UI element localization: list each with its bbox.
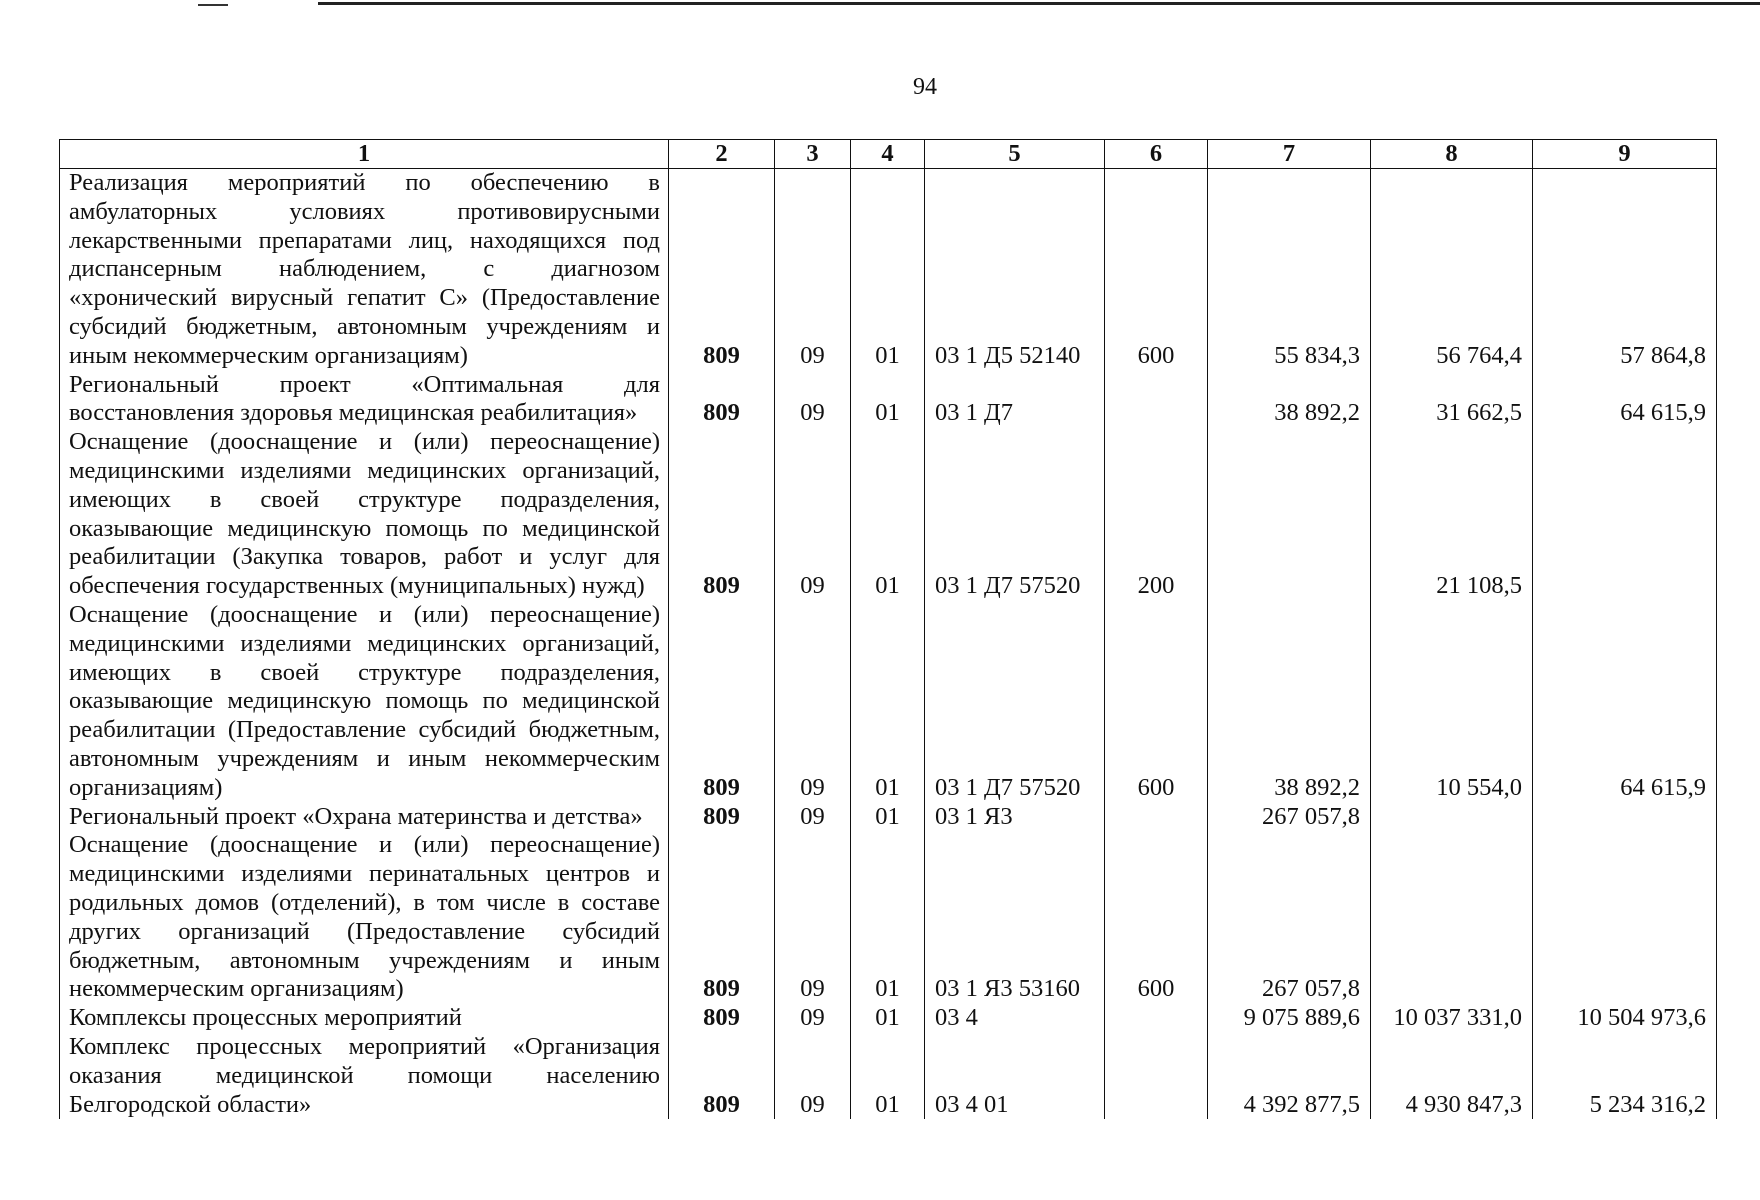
col-header-3: 3	[775, 140, 851, 169]
cell-section: 09	[775, 169, 851, 371]
cell-amount-7: 4 392 877,5	[1208, 1033, 1371, 1119]
cell-amount-8	[1371, 803, 1533, 832]
table-row	[60, 1033, 1717, 1119]
cell-ministry-code: 809	[669, 169, 775, 371]
table-row	[60, 601, 1717, 803]
cell-amount-8: 21 108,5	[1371, 428, 1533, 601]
table-row	[60, 169, 1717, 371]
cell-amount-7	[1208, 428, 1371, 601]
cell-ministry-code: 809	[669, 371, 775, 429]
cell-subsection: 01	[851, 601, 925, 803]
item-name: Оснащение (дооснащение и (или) переоснащение) медицинскими изделиями медицинских организаций, имеющих в своей структуре подразделения, оказывающие медицинскую помощь по медицинской реабилитации (Закупка товаров, работ и услуг для обеспечения государственных (муниципальных) нужд)	[60, 428, 669, 601]
cell-amount-7: 267 057,8	[1208, 831, 1371, 1004]
cell-amount-8: 31 662,5	[1371, 371, 1533, 429]
cell-target-article: 03 1 Д7 57520	[925, 601, 1105, 803]
cell-amount-8: 10 037 331,0	[1371, 1004, 1533, 1033]
cell-section: 09	[775, 371, 851, 429]
cell-subsection: 01	[851, 803, 925, 832]
cell-ministry-code: 809	[669, 1004, 775, 1033]
cell-amount-9	[1533, 428, 1717, 601]
cell-target-article: 03 1 Д7	[925, 371, 1105, 429]
item-name: Оснащение (дооснащение и (или) переоснащение) медицинскими изделиями перинатальных центров и родильных домов (отделений), в том числе в составе других организаций (Предоставление субсидий бюджетным, автономным учреждениям и иным некоммерческим организациям)	[60, 831, 669, 1004]
item-name: Региональный проект «Охрана материнства и детства»	[60, 803, 669, 832]
cell-expense-type: 600	[1105, 169, 1208, 371]
cell-expense-type	[1105, 1033, 1208, 1119]
cell-ministry-code: 809	[669, 601, 775, 803]
cell-amount-9: 64 615,9	[1533, 601, 1717, 803]
cell-ministry-code: 809	[669, 428, 775, 601]
table-row	[60, 831, 1717, 1004]
cell-section: 09	[775, 428, 851, 601]
page-number: 94	[913, 74, 937, 100]
item-name: Комплексы процессных мероприятий	[60, 1004, 669, 1033]
col-header-5: 5	[925, 140, 1105, 169]
item-name: Оснащение (дооснащение и (или) переоснащение) медицинскими изделиями медицинских организаций, имеющих в своей структуре подразделения, оказывающие медицинскую помощь по медицинской реабилитации (Предоставление субсидий бюджетным, автономным учреждениям и иным некоммерческим организациям)	[60, 601, 669, 803]
cell-amount-8	[1371, 831, 1533, 1004]
cell-amount-9: 64 615,9	[1533, 371, 1717, 429]
cell-subsection: 01	[851, 371, 925, 429]
cell-amount-9	[1533, 831, 1717, 1004]
cell-target-article: 03 1 Я3	[925, 803, 1105, 832]
cell-amount-7: 38 892,2	[1208, 371, 1371, 429]
cell-expense-type: 600	[1105, 601, 1208, 803]
item-name: Реализация мероприятий по обеспечению в амбулаторных условиях противовирусными лекарственными препаратами лиц, находящихся под диспансерным наблюдением, с диагнозом «хронический вирусный гепатит С» (Предоставление субсидий бюджетным, автономным учреждениям и иным некоммерческим организациям)	[60, 169, 669, 371]
budget-table	[59, 139, 1717, 1119]
col-header-4: 4	[851, 140, 925, 169]
cell-amount-8: 4 930 847,3	[1371, 1033, 1533, 1119]
cell-amount-7: 55 834,3	[1208, 169, 1371, 371]
cell-subsection: 01	[851, 1004, 925, 1033]
col-header-8: 8	[1371, 140, 1533, 169]
table-row	[60, 803, 1717, 832]
cell-amount-8: 56 764,4	[1371, 169, 1533, 371]
cell-section: 09	[775, 601, 851, 803]
col-header-1: 1	[60, 140, 669, 169]
item-name: Комплекс процессных мероприятий «Организация оказания медицинской помощи населению Белгородской области»	[60, 1033, 669, 1119]
cell-target-article: 03 4	[925, 1004, 1105, 1033]
table-row	[60, 371, 1717, 429]
top-rule-short	[198, 4, 228, 6]
col-header-6: 6	[1105, 140, 1208, 169]
cell-expense-type	[1105, 1004, 1208, 1033]
cell-amount-8: 10 554,0	[1371, 601, 1533, 803]
cell-subsection: 01	[851, 428, 925, 601]
table-row	[60, 428, 1717, 601]
top-rule	[318, 2, 1760, 5]
table-row	[60, 1004, 1717, 1033]
cell-amount-7: 9 075 889,6	[1208, 1004, 1371, 1033]
cell-amount-9	[1533, 803, 1717, 832]
cell-target-article: 03 4 01	[925, 1033, 1105, 1119]
cell-amount-9: 5 234 316,2	[1533, 1033, 1717, 1119]
cell-subsection: 01	[851, 831, 925, 1004]
cell-section: 09	[775, 831, 851, 1004]
col-header-9: 9	[1533, 140, 1717, 169]
col-header-2: 2	[669, 140, 775, 169]
cell-expense-type	[1105, 371, 1208, 429]
col-header-7: 7	[1208, 140, 1371, 169]
cell-amount-9: 57 864,8	[1533, 169, 1717, 371]
cell-subsection: 01	[851, 169, 925, 371]
cell-amount-7: 267 057,8	[1208, 803, 1371, 832]
header-row	[60, 140, 1717, 169]
cell-section: 09	[775, 1004, 851, 1033]
cell-ministry-code: 809	[669, 803, 775, 832]
cell-expense-type: 200	[1105, 428, 1208, 601]
cell-subsection: 01	[851, 1033, 925, 1119]
cell-ministry-code: 809	[669, 1033, 775, 1119]
cell-amount-7: 38 892,2	[1208, 601, 1371, 803]
cell-amount-9: 10 504 973,6	[1533, 1004, 1717, 1033]
cell-expense-type	[1105, 803, 1208, 832]
cell-ministry-code: 809	[669, 831, 775, 1004]
cell-section: 09	[775, 803, 851, 832]
item-name: Региональный проект «Оптимальная для восстановления здоровья медицинская реабилитация»	[60, 371, 669, 429]
cell-section: 09	[775, 1033, 851, 1119]
cell-target-article: 03 1 Д5 52140	[925, 169, 1105, 371]
cell-expense-type: 600	[1105, 831, 1208, 1004]
cell-target-article: 03 1 Д7 57520	[925, 428, 1105, 601]
cell-target-article: 03 1 Я3 53160	[925, 831, 1105, 1004]
